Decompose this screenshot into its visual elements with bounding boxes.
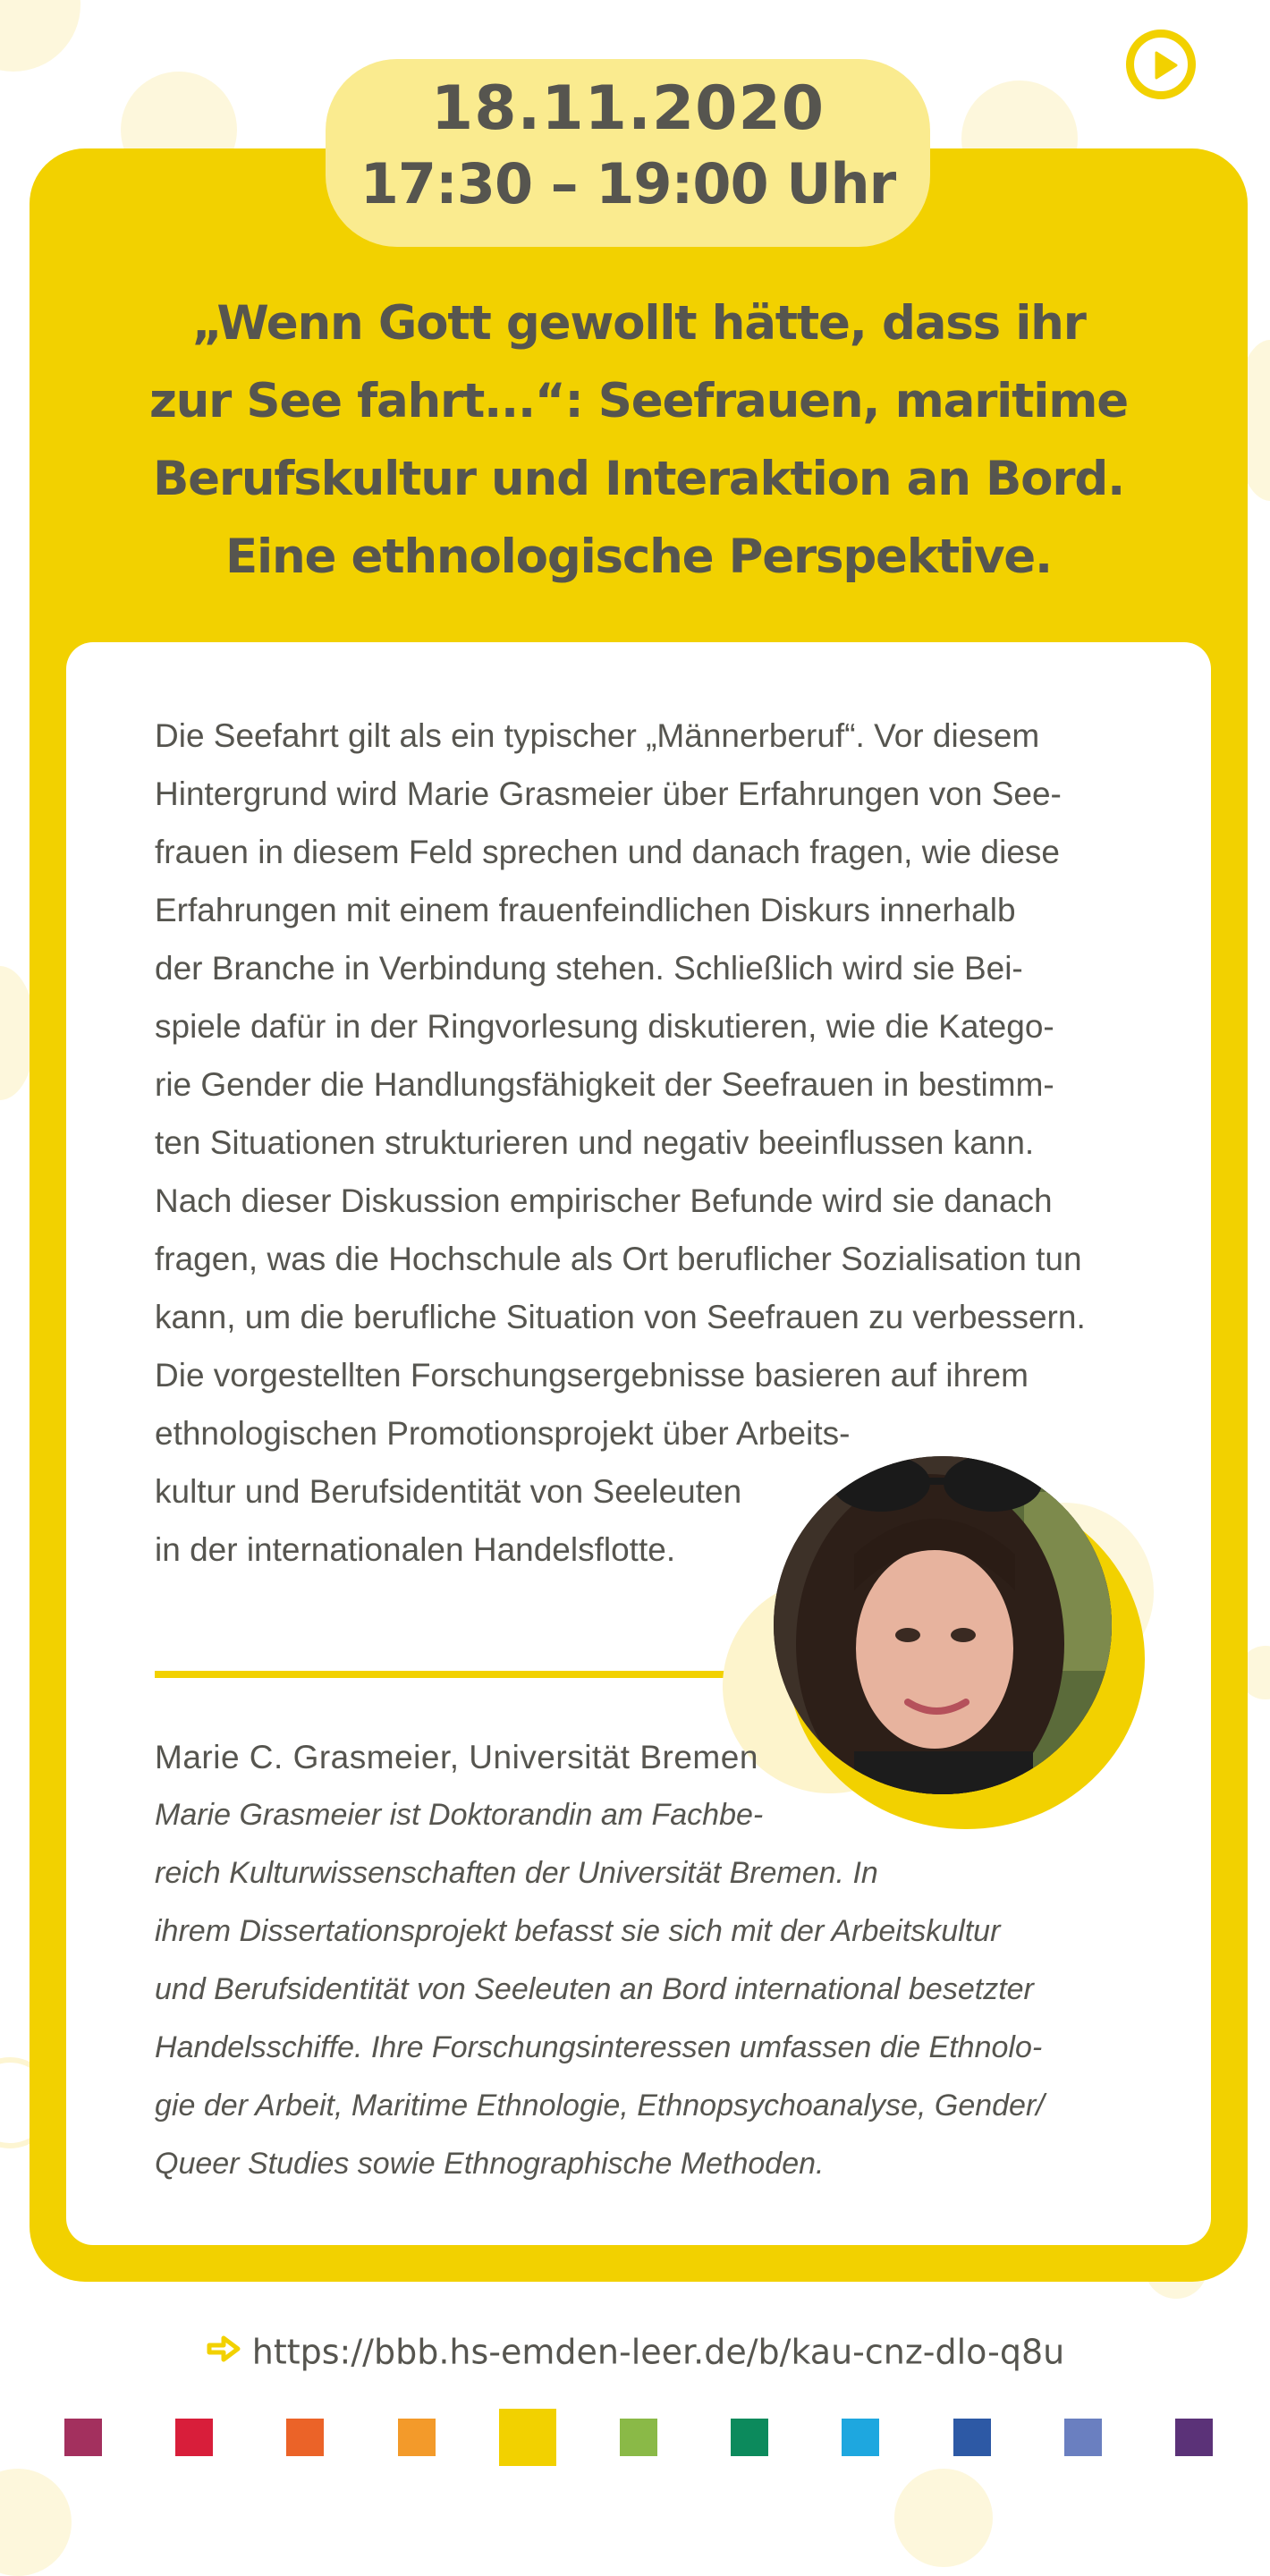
- event-title-line: zur See fahrt...“: Seefrauen, maritime: [149, 374, 1128, 428]
- description-line: Die vorgestellten Forschungsergebnisse basieren auf ihrem: [155, 1357, 1029, 1394]
- color-swatch: [731, 2419, 768, 2456]
- event-title-line: Eine ethnologische Perspektive.: [225, 530, 1052, 584]
- description-line: ethnologischen Promotionsprojekt über Arbeits-: [155, 1415, 851, 1452]
- color-swatch: [398, 2419, 436, 2456]
- event-description: [155, 707, 1112, 1579]
- description-line: kultur und Berufsidentität von Seeleuten: [155, 1473, 742, 1510]
- color-swatch: [842, 2419, 879, 2456]
- decor-bubble: [0, 2469, 72, 2576]
- event-title: [30, 284, 1248, 596]
- description-line: ten Situationen strukturieren und negativ beeinflussen kann.: [155, 1124, 1035, 1161]
- description-line: rie Gender die Handlungsfähigkeit der Seefrauen in bestimm-: [155, 1066, 1054, 1103]
- color-swatch: [953, 2419, 991, 2456]
- bio-line: Queer Studies sowie Ethnographische Methoden.: [155, 2147, 825, 2181]
- description-line: in der internationalen Handelsflotte.: [155, 1531, 676, 1568]
- bio-line: Marie Grasmeier ist Doktorandin am Fachbe-: [155, 1798, 764, 1832]
- bio-line: und Berufsidentität von Seeleuten an Bord international besetzter: [155, 1972, 1034, 2006]
- description-line: spiele dafür in der Ringvorlesung diskutieren, wie die Katego-: [155, 1008, 1054, 1045]
- play-button[interactable]: [1126, 30, 1196, 99]
- meeting-link[interactable]: https://bbb.hs-emden-leer.de/b/kau-cnz-dlo-q8u: [251, 2332, 1065, 2372]
- speaker-bio: [155, 1786, 1130, 2193]
- decor-bubble: [0, 0, 80, 72]
- description-line: der Branche in Verbindung stehen. Schließlich wird sie Bei-: [155, 950, 1023, 987]
- color-swatch: [499, 2409, 556, 2466]
- description-line: fragen, was die Hochschule als Ort beruflicher Sozialisation tun: [155, 1241, 1082, 1277]
- bio-line: reich Kulturwissenschaften der Universität Bremen. In: [155, 1856, 878, 1890]
- color-swatch: [175, 2419, 213, 2456]
- description-line: Die Seefahrt gilt als ein typischer „Männerberuf“. Vor diesem: [155, 717, 1040, 754]
- decor-bubble: [894, 2469, 993, 2567]
- color-swatch: [1064, 2419, 1102, 2456]
- description-line: Nach dieser Diskussion empirischer Befunde wird sie danach: [155, 1182, 1053, 1219]
- speaker-photo: [774, 1456, 1112, 1794]
- bio-line: ihrem Dissertationsprojekt befasst sie sich mit der Arbeitskultur: [155, 1914, 1001, 1948]
- bio-line: Handelsschiffe. Ihre Forschungsinteressen umfassen die Ethnolo-: [155, 2030, 1043, 2064]
- event-date: 18.11.2020: [430, 73, 826, 144]
- description-line: Hintergrund wird Marie Grasmeier über Erfahrungen von See-: [155, 775, 1062, 812]
- description-line: frauen in diesem Feld sprechen und danach fragen, wie diese: [155, 834, 1060, 870]
- bio-line: gie der Arbeit, Maritime Ethnologie, Ethnopsychoanalyse, Gender/: [155, 2089, 1045, 2123]
- event-time: 17:30 – 19:00 Uhr: [360, 151, 896, 216]
- color-swatch: [620, 2419, 657, 2456]
- event-title-line: Berufskultur und Interaktion an Bord.: [152, 452, 1125, 506]
- event-title-line: „Wenn Gott gewollt hätte, dass ihr: [191, 296, 1086, 351]
- description-line: kann, um die berufliche Situation von Seefrauen zu verbessern.: [155, 1299, 1086, 1335]
- color-swatch: [1175, 2419, 1213, 2456]
- arrow-right-icon: [206, 2326, 241, 2379]
- color-swatch: [286, 2419, 324, 2456]
- meeting-link-row: [0, 2323, 1270, 2379]
- date-time-badge: [326, 59, 930, 247]
- description-line: Erfahrungen mit einem frauenfeindlichen Diskurs innerhalb: [155, 892, 1016, 928]
- color-swatch: [64, 2419, 102, 2456]
- speaker-name: Marie C. Grasmeier, Universität Bremen: [155, 1739, 758, 1775]
